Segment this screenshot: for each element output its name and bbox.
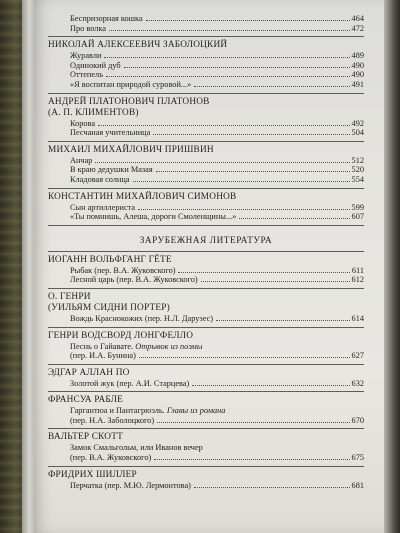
divider-rule — [48, 188, 364, 189]
page-shadow — [384, 0, 400, 533]
toc-page-number: 504 — [351, 128, 364, 138]
toc-entry — [48, 275, 364, 285]
toc-entry-title: Песчаная учительница — [70, 128, 151, 138]
table-of-contents — [48, 14, 364, 490]
toc-entry — [48, 156, 364, 166]
toc-entry — [48, 14, 364, 24]
author-heading: ИОГАНН ВОЛЬФГАНГ ГЁТЕ — [48, 254, 172, 265]
toc-title-text: Замок Смальгольм, или Иванов вечер — [70, 443, 203, 453]
toc-entry — [48, 314, 364, 324]
toc-leader-dots — [239, 218, 349, 219]
toc-entry-title: Золотой жук (пер. А.И. Старцева) — [70, 378, 190, 388]
toc-entry — [48, 266, 364, 276]
toc-page-number: 464 — [351, 14, 364, 23]
toc-entry-title: Беспризорная кошка — [70, 14, 143, 23]
toc-entry-title: (пер. Н.А. Заболоцкого) — [70, 415, 155, 425]
author-real-name: (А. П. КЛИМЕНТОВ) — [48, 107, 139, 118]
toc-entry-title: Корова — [70, 118, 96, 128]
toc-entry-title: Рыбак (пер. В.А. Жуковского) — [70, 265, 176, 275]
toc-leader-dots — [104, 57, 349, 58]
toc-entry-title: Кладовая солнца — [70, 174, 130, 184]
toc-page-number: 520 — [351, 165, 364, 175]
toc-leader-dots — [146, 20, 350, 21]
divider-rule — [48, 225, 364, 226]
divider-rule — [48, 391, 364, 392]
toc-leader-dots — [109, 30, 350, 31]
divider-rule — [48, 428, 364, 429]
divider-rule — [48, 466, 364, 467]
toc-leader-dots — [156, 171, 350, 172]
divider-rule — [48, 327, 364, 328]
toc-entry — [48, 351, 364, 361]
toc-page-number: 554 — [351, 174, 364, 184]
toc-entry-title: «Я воспитан природой суровой...» — [70, 79, 192, 89]
toc-page-number: 611 — [351, 265, 364, 275]
toc-leader-dots — [139, 357, 350, 358]
toc-leader-dots — [98, 125, 349, 126]
toc-title-text: Гаргантюа и Пантагрюэль. — [70, 406, 167, 416]
author-heading: ВАЛЬТЕР СКОТТ — [48, 432, 123, 443]
toc-page-number: 490 — [351, 70, 364, 80]
toc-page-number: 599 — [351, 202, 364, 212]
toc-page-number: 491 — [351, 79, 364, 89]
author-heading: МИХАИЛ МИХАЙЛОВИЧ ПРИШВИН — [48, 144, 214, 155]
toc-entry — [48, 212, 364, 222]
toc-title-italic: Главы из романа — [166, 406, 226, 416]
toc-entry — [48, 61, 364, 71]
toc-page-number: 489 — [351, 51, 364, 61]
toc-leader-dots — [157, 422, 349, 423]
toc-page-number: 614 — [351, 313, 364, 323]
toc-entry — [48, 128, 364, 138]
author-heading: О. ГЕНРИ — [48, 291, 91, 302]
toc-entry-title: Вождь Краснокожих (пер. Н.Л. Дарузес) — [70, 313, 214, 323]
toc-page-number: 472 — [351, 23, 364, 33]
toc-page-number: 632 — [351, 378, 364, 388]
author-heading: ГЕНРИ ВОДСВОРД ЛОНГФЕЛЛО — [48, 330, 194, 341]
author-heading: ЭДГАР АЛЛАН ПО — [48, 367, 130, 378]
toc-entry-title: Про волка — [70, 23, 106, 33]
author-heading: НИКОЛАЙ АЛЕКСЕЕВИЧ ЗАБОЛОЦКИЙ — [48, 40, 228, 51]
toc-entry-title: Журавли — [70, 51, 102, 61]
toc-entry-title: Сын артиллериста — [70, 202, 136, 212]
divider-rule — [48, 93, 364, 94]
page-edge — [22, 0, 34, 533]
toc-title-line — [48, 443, 364, 453]
divider-rule — [48, 141, 364, 142]
toc-entry — [48, 453, 364, 463]
toc-entry-title: (пер. В.А. Жуковского) — [70, 453, 152, 463]
toc-page-number: 612 — [351, 275, 364, 285]
toc-entry — [48, 24, 364, 34]
toc-title-line — [48, 406, 364, 416]
toc-title-line — [48, 342, 364, 352]
toc-leader-dots — [106, 76, 350, 77]
toc-entry-title: Оттепель — [70, 70, 103, 80]
author-heading: ФРИДРИХ ШИЛЛЕР — [48, 469, 137, 480]
toc-title-italic: Отрывок из поэмы — [135, 341, 203, 351]
toc-entry-title: Одинокий дуб — [70, 60, 121, 70]
toc-entry-title: «Ты помнишь, Алеша, дороги Смоленщины...» — [70, 212, 237, 222]
divider-rule — [48, 36, 364, 37]
toc-entry — [48, 203, 364, 213]
toc-page-number: 675 — [351, 453, 364, 463]
toc-page-number: 492 — [351, 118, 364, 128]
toc-entry — [48, 119, 364, 129]
toc-entry — [48, 80, 364, 90]
toc-entry — [48, 379, 364, 389]
author-heading: АНДРЕЙ ПЛАТОНОВИЧ ПЛАТОНОВ — [48, 96, 210, 107]
author-heading: КОНСТАНТИН МИХАЙЛОВИЧ СИМОНОВ — [48, 191, 237, 202]
toc-leader-dots — [138, 209, 349, 210]
toc-entry — [48, 70, 364, 80]
toc-entry-title: (пер. И.А. Бунина) — [70, 351, 136, 361]
toc-entry-title: Перчатка (пер. М.Ю. Лермонтова) — [70, 480, 191, 490]
toc-leader-dots — [178, 272, 349, 273]
toc-page-number: 627 — [351, 351, 364, 361]
toc-leader-dots — [153, 134, 349, 135]
toc-leader-dots — [95, 162, 349, 163]
toc-entry — [48, 165, 364, 175]
toc-page-number: 512 — [351, 155, 364, 165]
toc-leader-dots — [216, 320, 350, 321]
divider-rule — [48, 364, 364, 365]
author-real-name: (УИЛЬЯМ СИДНИ ПОРТЕР) — [48, 302, 170, 313]
toc-entry-title: Анчар — [70, 155, 93, 165]
author-heading: ФРАНСУА РАБЛЕ — [48, 395, 124, 406]
toc-entry — [48, 481, 364, 491]
toc-page-number: 490 — [351, 60, 364, 70]
toc-entry — [48, 416, 364, 426]
toc-leader-dots — [133, 181, 350, 182]
toc-leader-dots — [201, 281, 350, 282]
toc-page-number: 607 — [351, 212, 364, 222]
toc-leader-dots — [124, 67, 350, 68]
toc-entry — [48, 175, 364, 185]
toc-page-number: 681 — [351, 480, 364, 490]
toc-page-number: 670 — [351, 415, 364, 425]
divider-rule — [48, 288, 364, 289]
toc-entry-title: Лесной царь (пер. В.А. Жуковского) — [70, 275, 198, 285]
toc-entry — [48, 51, 364, 61]
toc-leader-dots — [194, 86, 349, 87]
divider-rule — [48, 251, 364, 252]
toc-entry-title: В краю дедушки Мазая — [70, 165, 153, 175]
toc-leader-dots — [192, 385, 349, 386]
section-heading: ЗАРУБЕЖНАЯ ЛИТЕРАТУРА — [139, 234, 273, 245]
toc-leader-dots — [194, 487, 350, 488]
toc-title-text: Песнь о Гайавате. — [70, 341, 136, 351]
toc-leader-dots — [154, 459, 349, 460]
